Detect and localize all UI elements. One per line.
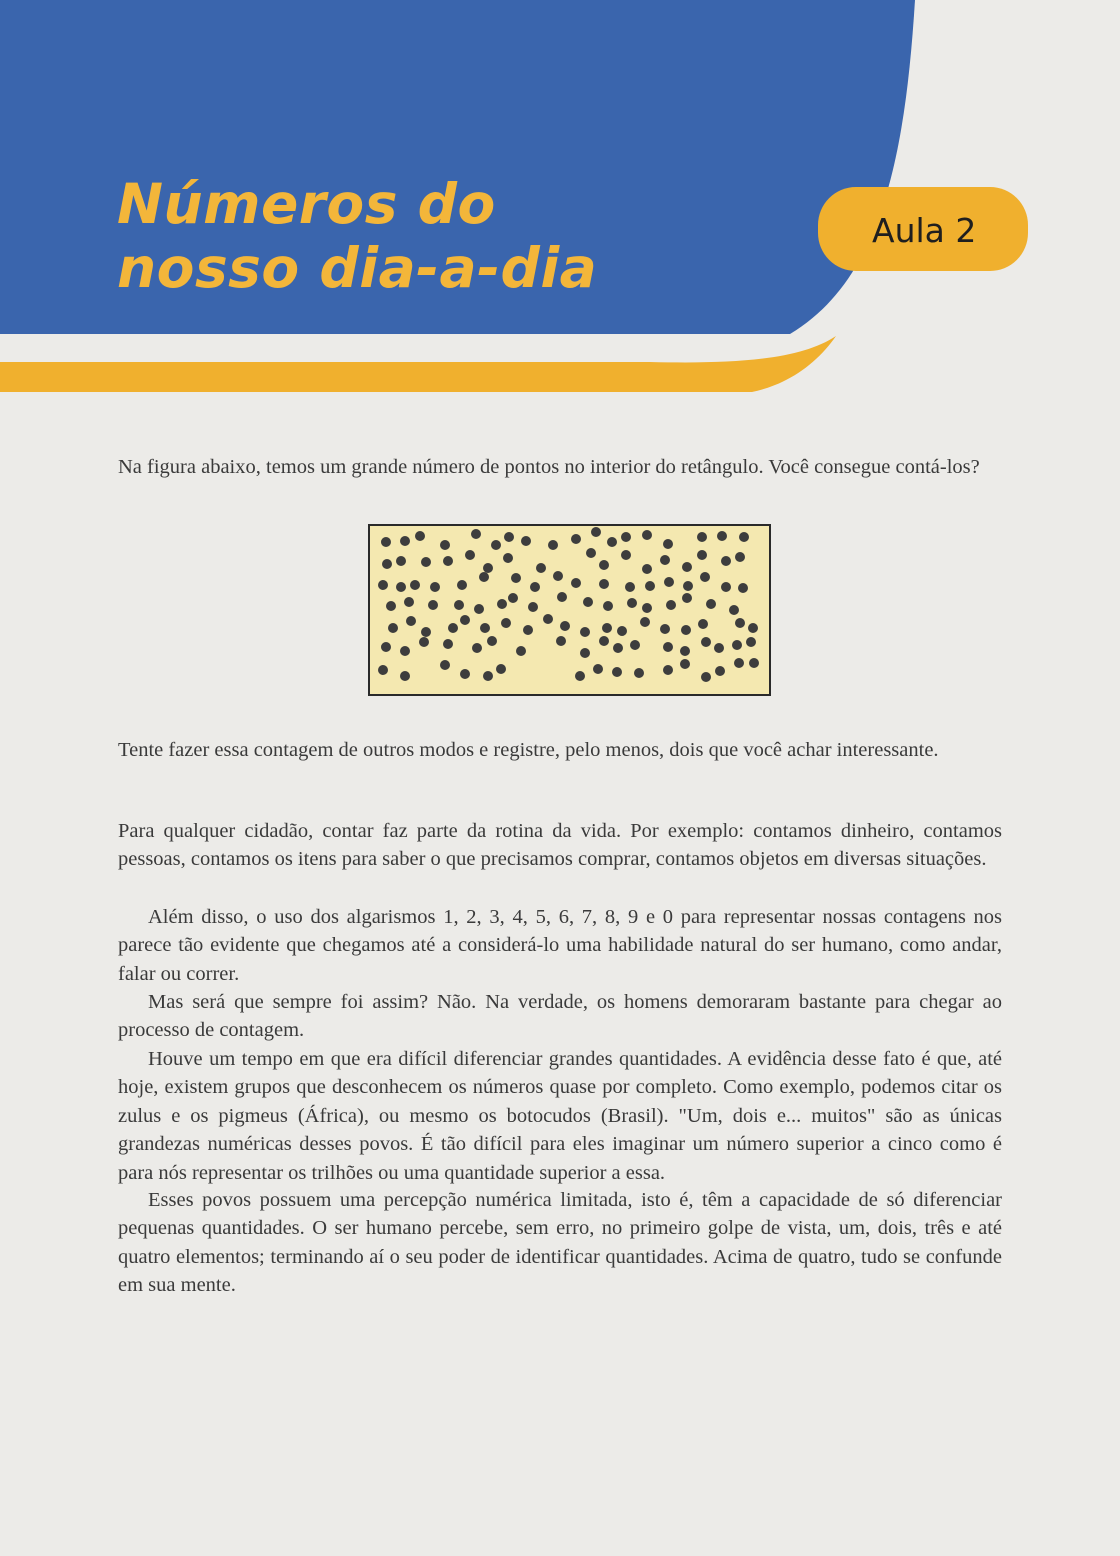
body-paragraph-1: Para qualquer cidadão, contar faz parte da rotina da vida. Por exemplo: contamos dinheiro, contamos pessoas, contamos os itens para saber o que precisamos comprar, contamos objetos em diversas situações. bbox=[118, 820, 1002, 871]
dot bbox=[530, 582, 540, 592]
dot bbox=[474, 604, 484, 614]
dot bbox=[729, 605, 739, 615]
dot bbox=[621, 550, 631, 560]
dot bbox=[501, 618, 511, 628]
dot bbox=[591, 527, 601, 537]
dot bbox=[443, 639, 453, 649]
dot bbox=[645, 581, 655, 591]
dot bbox=[732, 640, 742, 650]
dot bbox=[617, 626, 627, 636]
dot bbox=[400, 646, 410, 656]
dot bbox=[553, 571, 563, 581]
dot bbox=[663, 665, 673, 675]
dot bbox=[749, 658, 759, 668]
dot bbox=[491, 540, 501, 550]
dot bbox=[642, 564, 652, 574]
dot bbox=[612, 667, 622, 677]
dot bbox=[701, 637, 711, 647]
body-paragraph-5: Esses povos possuem uma percepção numérica limitada, isto é, têm a capacidade de só diferenciar pequenas quantidades. O ser humano percebe, sem erro, no primeiro golpe de vista, um, dois, três e até quatro elementos; terminando aí o seu poder de identificar quantidades. Acima de quatro, tudo se confunde em sua mente. bbox=[118, 1189, 1002, 1297]
dot bbox=[697, 532, 707, 542]
dot bbox=[642, 603, 652, 613]
dot bbox=[404, 597, 414, 607]
header-yellow-swoosh bbox=[0, 336, 836, 392]
dot bbox=[663, 539, 673, 549]
dot bbox=[575, 671, 585, 681]
dot bbox=[602, 623, 612, 633]
dot bbox=[457, 580, 467, 590]
dot bbox=[634, 668, 644, 678]
dot bbox=[421, 627, 431, 637]
dot bbox=[683, 581, 693, 591]
dot bbox=[378, 580, 388, 590]
dot bbox=[627, 598, 637, 608]
dot bbox=[748, 623, 758, 633]
dot bbox=[496, 664, 506, 674]
dot bbox=[465, 550, 475, 560]
dot bbox=[603, 601, 613, 611]
dot bbox=[660, 555, 670, 565]
dot bbox=[613, 643, 623, 653]
dot bbox=[599, 636, 609, 646]
dot bbox=[504, 532, 514, 542]
dot bbox=[460, 615, 470, 625]
dot bbox=[664, 577, 674, 587]
dot bbox=[599, 560, 609, 570]
dot bbox=[528, 602, 538, 612]
dot bbox=[483, 671, 493, 681]
dot bbox=[682, 593, 692, 603]
dot bbox=[739, 532, 749, 542]
dot bbox=[599, 579, 609, 589]
dot bbox=[660, 624, 670, 634]
dot bbox=[378, 665, 388, 675]
dot bbox=[734, 658, 744, 668]
dot bbox=[521, 536, 531, 546]
dot bbox=[440, 540, 450, 550]
dot bbox=[640, 617, 650, 627]
title-line-2: nosso dia-a-dia bbox=[117, 236, 598, 300]
body-paragraph-3: Mas será que sempre foi assim? Não. Na verdade, os homens demoraram bastante para chegar ao processo de contagem. bbox=[118, 991, 1002, 1042]
dot bbox=[682, 562, 692, 572]
dot bbox=[556, 636, 566, 646]
dot bbox=[508, 593, 518, 603]
dot bbox=[400, 671, 410, 681]
dot bbox=[625, 582, 635, 592]
dot bbox=[706, 599, 716, 609]
dot bbox=[511, 573, 521, 583]
dot bbox=[621, 532, 631, 542]
dot bbox=[472, 643, 482, 653]
dot bbox=[557, 592, 567, 602]
dot bbox=[419, 637, 429, 647]
dot bbox=[400, 536, 410, 546]
dot bbox=[448, 623, 458, 633]
dot bbox=[663, 642, 673, 652]
dot bbox=[480, 623, 490, 633]
dot bbox=[430, 582, 440, 592]
body-paragraph-4: Houve um tempo em que era difícil diferenciar grandes quantidades. A evidência desse fato é que, até hoje, existem grupos que desconhecem os números quase por completo. Como exemplo, podemos citar os zulus e os pigmeus (África), ou mesmo os botocudos (Brasil). "Um, dois e... muitos" são as únicas grandezas numéricas desses povos. É tão difícil para eles imaginar um número superior a cinco como é para nós representar os trilhões ou uma quantidade superior a essa. bbox=[118, 1048, 1002, 1184]
dot bbox=[666, 600, 676, 610]
dot bbox=[536, 563, 546, 573]
dot bbox=[523, 625, 533, 635]
dot bbox=[415, 531, 425, 541]
dot bbox=[543, 614, 553, 624]
dot bbox=[642, 530, 652, 540]
dot bbox=[421, 557, 431, 567]
dot bbox=[460, 669, 470, 679]
dot bbox=[738, 583, 748, 593]
dot bbox=[479, 572, 489, 582]
dot bbox=[580, 648, 590, 658]
dot bbox=[440, 660, 450, 670]
dot bbox=[406, 616, 416, 626]
dot bbox=[717, 531, 727, 541]
dot bbox=[487, 636, 497, 646]
body-paragraph-2: Além disso, o uso dos algarismos 1, 2, 3, 4, 5, 6, 7, 8, 9 e 0 para representar nossas contagens nos parece tão evidente que chegamos até a considerá-lo uma habilidade natural do ser humano, como andar, falar ou correr. bbox=[118, 906, 1002, 985]
title-line-1: Números do bbox=[117, 172, 496, 236]
task-paragraph: Tente fazer essa contagem de outros modos e registre, pelo menos, dois que você achar interessante. bbox=[118, 739, 939, 761]
dot bbox=[471, 529, 481, 539]
dot bbox=[454, 600, 464, 610]
dot bbox=[680, 659, 690, 669]
dot bbox=[721, 556, 731, 566]
dot bbox=[503, 553, 513, 563]
dot bbox=[580, 627, 590, 637]
dot bbox=[571, 578, 581, 588]
dot bbox=[483, 563, 493, 573]
dot bbox=[497, 599, 507, 609]
dot bbox=[388, 623, 398, 633]
dot bbox=[516, 646, 526, 656]
dot bbox=[721, 582, 731, 592]
dot bbox=[396, 582, 406, 592]
dot bbox=[715, 666, 725, 676]
dot bbox=[410, 580, 420, 590]
dot bbox=[681, 625, 691, 635]
dot bbox=[381, 642, 391, 652]
dot bbox=[560, 621, 570, 631]
dot bbox=[735, 552, 745, 562]
dot bbox=[701, 672, 711, 682]
dot bbox=[583, 597, 593, 607]
dot bbox=[586, 548, 596, 558]
dot bbox=[735, 618, 745, 628]
dot bbox=[698, 619, 708, 629]
dot bbox=[697, 550, 707, 560]
intro-paragraph: Na figura abaixo, temos um grande número de pontos no interior do retângulo. Você consegue contá-los? bbox=[118, 456, 980, 478]
dot bbox=[593, 664, 603, 674]
dot bbox=[714, 643, 724, 653]
dot bbox=[548, 540, 558, 550]
page-title bbox=[117, 172, 597, 300]
dot bbox=[428, 600, 438, 610]
dot bbox=[680, 646, 690, 656]
dot bbox=[746, 637, 756, 647]
dot bbox=[571, 534, 581, 544]
dot bbox=[381, 537, 391, 547]
dot bbox=[382, 559, 392, 569]
dot bbox=[396, 556, 406, 566]
lesson-badge: Aula 2 bbox=[872, 211, 977, 250]
dot bbox=[630, 640, 640, 650]
dot bbox=[607, 537, 617, 547]
dot-counting-figure bbox=[368, 524, 771, 696]
dot bbox=[700, 572, 710, 582]
dot bbox=[443, 556, 453, 566]
dot bbox=[386, 601, 396, 611]
